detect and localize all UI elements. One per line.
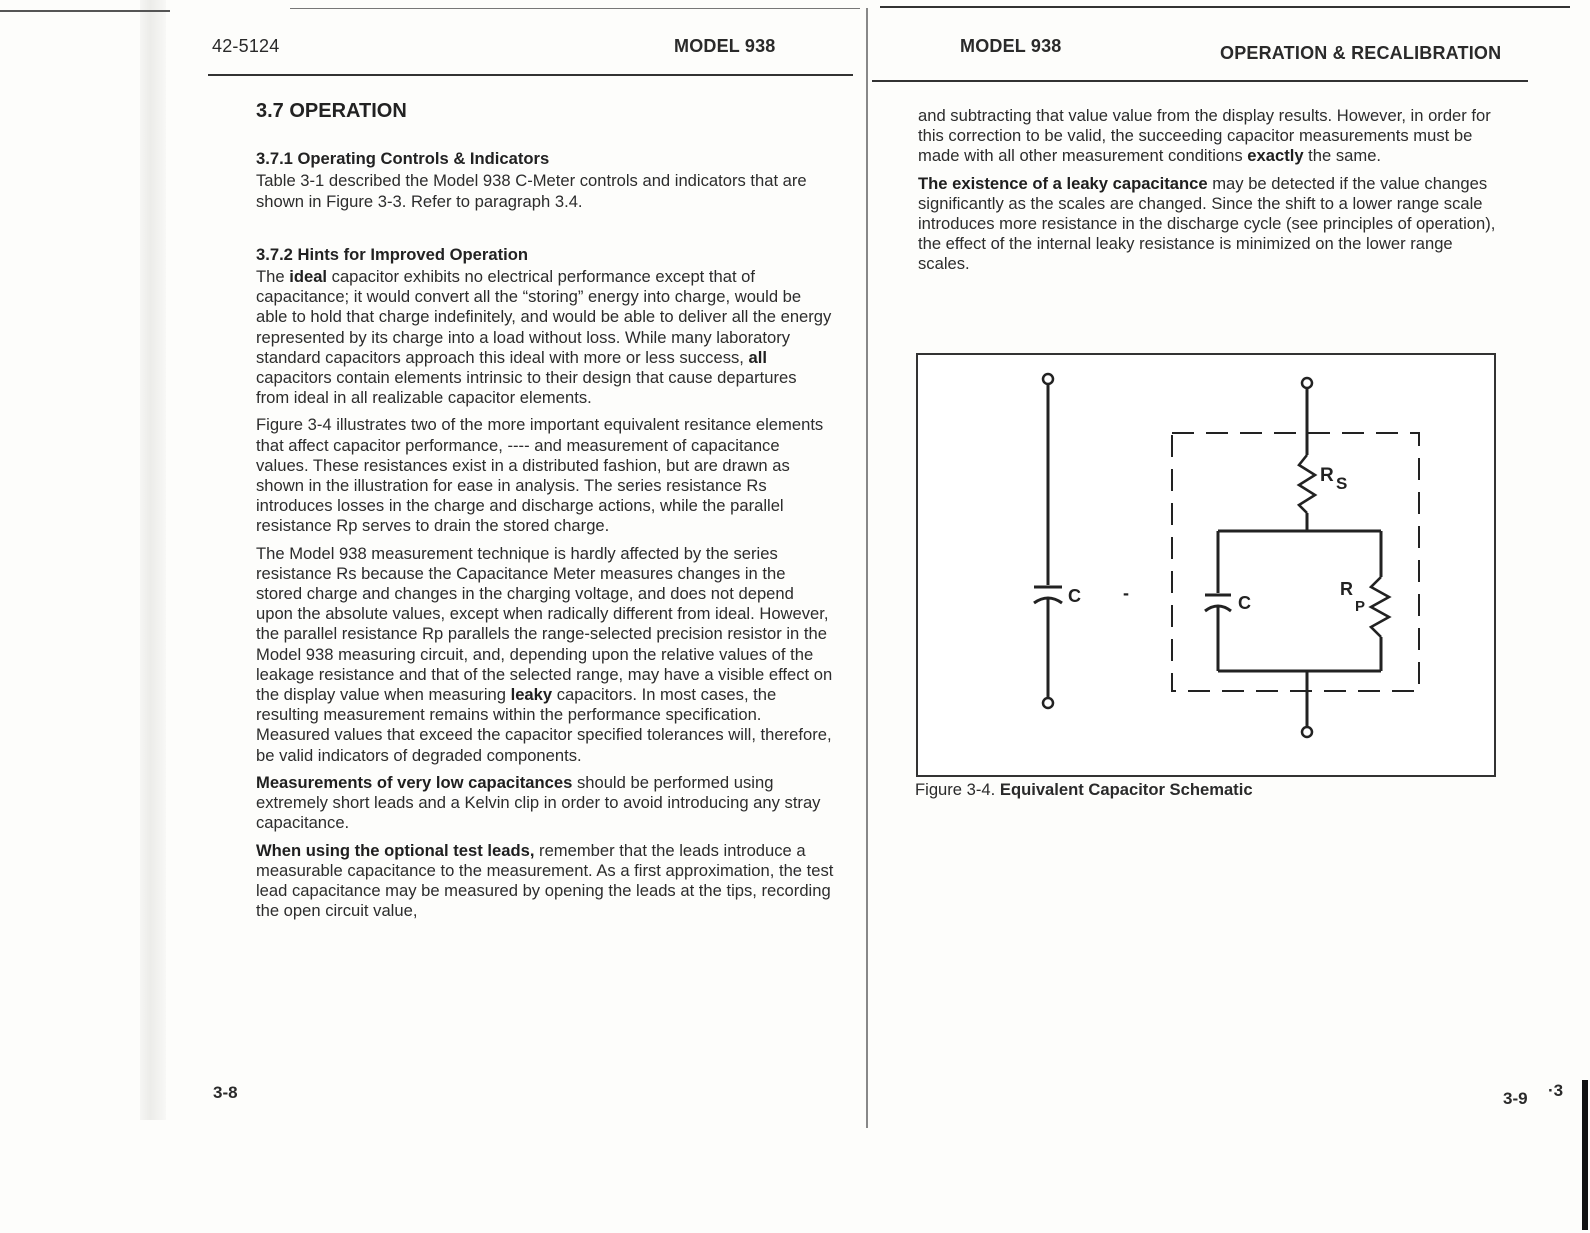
left-top-terminal <box>1043 374 1053 384</box>
ideal-capacitor-paragraph: The ideal capacitor exhibits no electrical performance except that of capacitance; it would convert all the “storing” energy into charge, would be able to hold that charge indefinitely, and would be able to deliver all the energy represented by its charge into a load without loss. While many laboratory standard capacitors approach this ideal with more or less success, all capacitors contain elements intrinsic to their design that cause departures from ideal in all realizable capacitor elements. <box>256 267 832 408</box>
right-body <box>918 106 1496 282</box>
section-heading: 3.7 OPERATION <box>256 100 407 122</box>
right-page-top-edge <box>880 6 1570 8</box>
right-header-section-title: OPERATION & RECALIBRATION <box>1220 43 1502 63</box>
rp-label-main: R <box>1340 579 1353 599</box>
equivalence-symbol: - <box>1123 583 1129 603</box>
leaky-capacitance-paragraph: The existence of a leaky capacitance may be detected if the value changes significantly as the scales are changed. Since the shift to a lower range scale introduces more resistance in the discharge cycle (see principles of operation), the effect of the internal leaky resistance is minimized on the lower range scales. <box>918 173 1496 274</box>
rs-label-main: R <box>1320 465 1334 486</box>
left-page-top-edge <box>290 8 860 9</box>
subsection-heading-controls: 3.7.1 Operating Controls & Indicators <box>256 149 550 169</box>
caption-title: Equivalent Capacitor Schematic <box>999 780 1253 799</box>
measurement-technique-paragraph: The Model 938 measurement technique is hardly affected by the series resistance Rs because the Capacitance Meter measures changes in the stored charge and changes in the charging voltage, and does not depend upon the absolute values, except when radically different from ideal. However, the parallel resistance Rp parallels the range-selected precision resistor in the Model 938 measuring circuit, and, depending upon the relative values of the leakage resistance and that of the selected range, may have a visible effect on the display value when measuring leaky capacitors. In most cases, the resulting measurement remains within the performance specification. Measured values that exceed the capacitor specified tolerances will, therefore, be valid indicators of degraded components. <box>256 543 833 765</box>
page-gutter <box>866 8 868 1128</box>
figure-caption <box>915 780 1253 800</box>
left-header-model: MODEL 938 <box>674 36 776 56</box>
right-edge-mark <box>1582 1080 1588 1230</box>
figure-frame <box>916 353 1496 777</box>
right-header-rule <box>872 80 1528 82</box>
figure-reference-paragraph: Figure 3-4 illustrates two of the more important equivalent resitance elements that affect capacitor performance, ---- and measurement of capacitance values. These resistances exist in a distributed fashion, but are drawn as shown in the illustration for ease in analysis. The series resistance Rs introduces losses in the charge and discharge actions, while the parallel resistance Rp serves to drain the stored charge. <box>256 415 824 536</box>
corner-rule <box>0 10 170 12</box>
correction-paragraph: and subtracting that value value from the display results. However, in order for this correction to be valid, the succeeding capacitor measurements must be made with all other measurement conditions exactly the same. <box>918 106 1491 166</box>
right-header-model: MODEL 938 <box>960 36 1062 56</box>
subsection-heading-hints: 3.7.2 Hints for Improved Operation <box>256 244 529 264</box>
controls-paragraph: Table 3-1 described the Model 938 C-Meter controls and indicators that are shown in Figure 3-3. Refer to paragraph 3.4. <box>256 171 807 211</box>
right-page-number: 3-9 <box>1503 1089 1528 1108</box>
series-resistor <box>1299 455 1315 513</box>
right-c-label: C <box>1238 593 1251 613</box>
left-bottom-terminal <box>1043 698 1053 708</box>
binding-shadow <box>140 0 166 1120</box>
rp-label-sub: P <box>1355 598 1366 615</box>
test-leads-paragraph: When using the optional test leads, remember that the leads introduce a measurable capacitance to the measurement. As a first approximation, the test lead capacitance may be measured by opening the leads at the tips, recording the open circuit value, <box>256 840 834 921</box>
caption-number: Figure 3-4. <box>915 780 996 799</box>
left-page-number: 3-8 <box>213 1083 238 1102</box>
right-bottom-terminal <box>1302 727 1312 737</box>
doc-number: 42-5124 <box>212 36 280 56</box>
left-header-rule <box>208 74 853 76</box>
parallel-resistor <box>1371 577 1389 637</box>
rs-label-sub: S <box>1336 474 1348 493</box>
left-c-label: C <box>1068 586 1081 606</box>
edge-page-mark: ·3 <box>1548 1081 1564 1100</box>
left-body <box>256 101 834 928</box>
low-capacitance-paragraph: Measurements of very low capacitances should be performed using extremely short leads and a Kelvin clip in order to avoid introducing any stray capacitance. <box>256 772 821 833</box>
equivalent-capacitor-schematic <box>918 355 1494 775</box>
right-top-terminal <box>1302 378 1312 388</box>
